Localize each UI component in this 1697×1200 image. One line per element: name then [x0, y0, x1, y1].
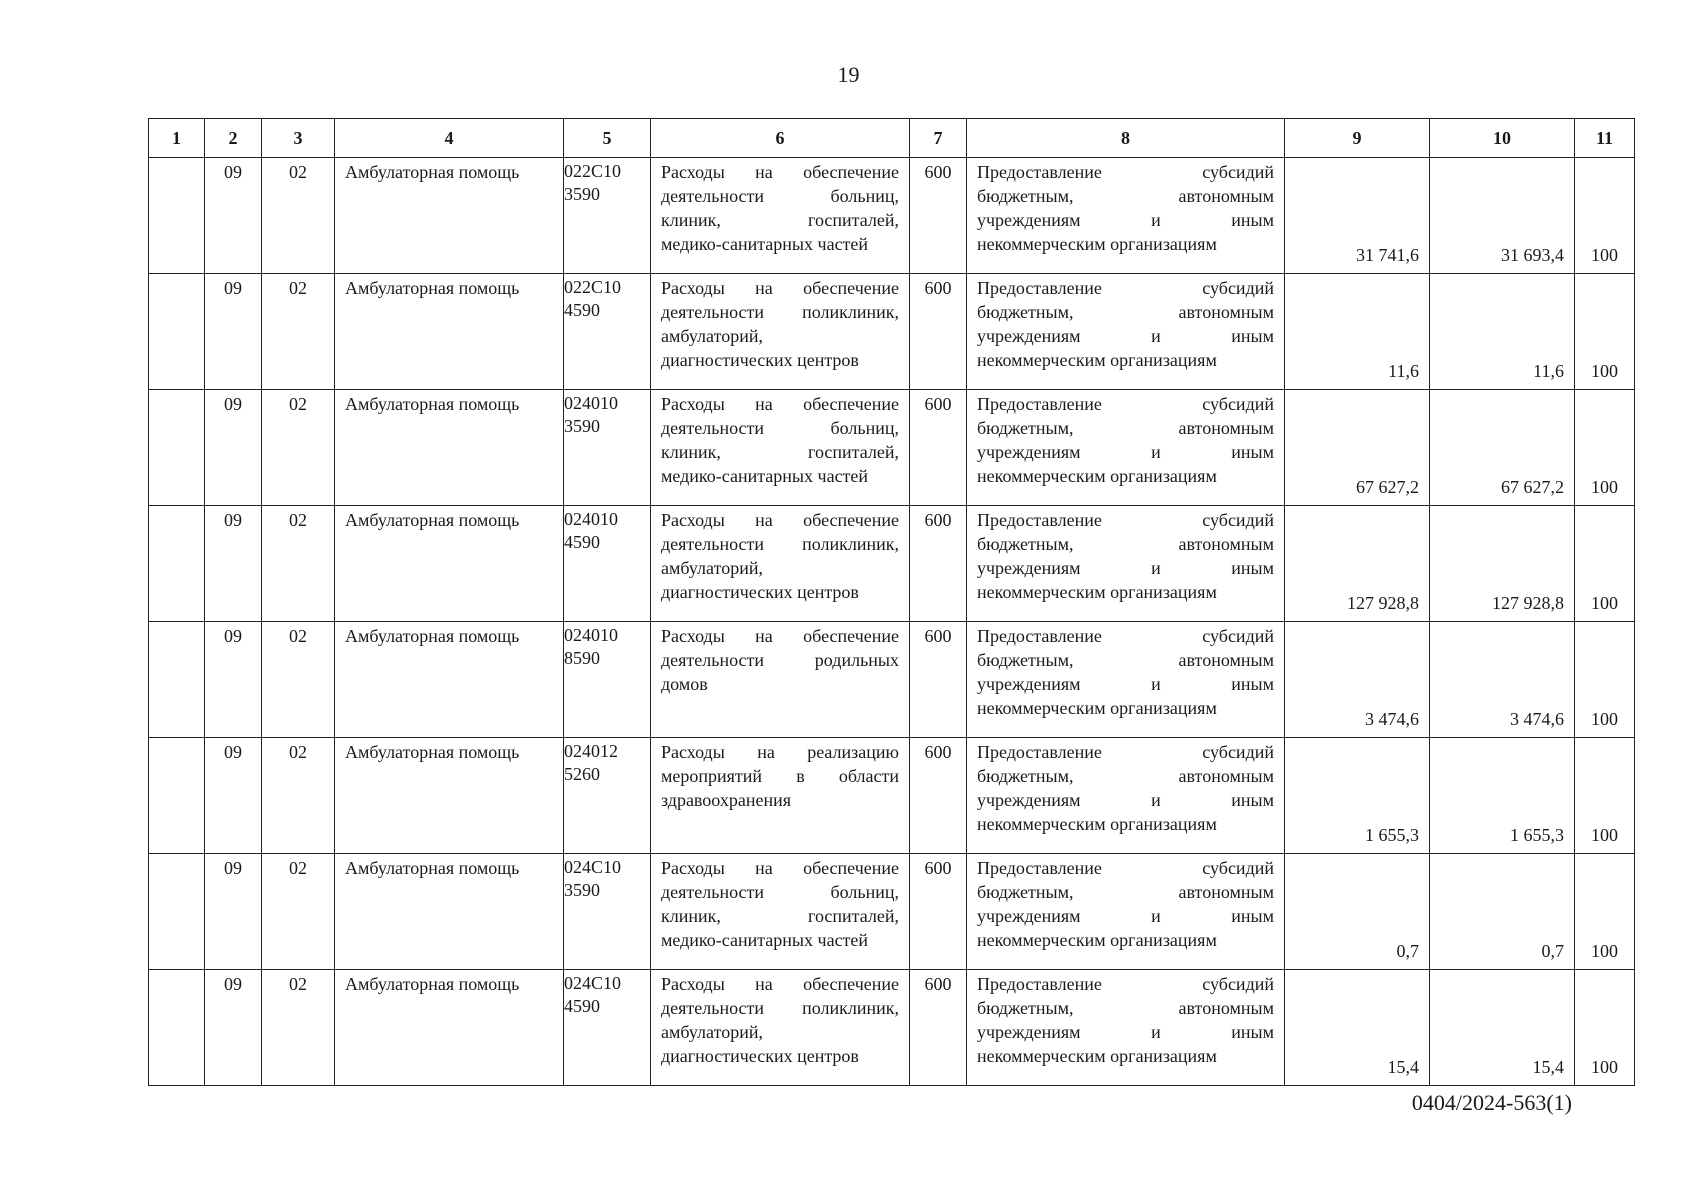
section-code-cell: 09: [205, 854, 262, 970]
expense-type-name-cell-line: Предоставление субсидий: [977, 742, 1274, 762]
expense-type-name-cell-line: бюджетным, автономным: [977, 418, 1274, 438]
target-article-cell-line: 4590: [564, 532, 600, 552]
expense-description-cell-line: клиник, госпиталей,: [661, 210, 899, 230]
planned-amount-cell: 11,6: [1285, 274, 1430, 390]
execution-percent-cell: 100: [1575, 158, 1635, 274]
target-article-cell-line: 024010: [564, 509, 618, 529]
expense-type-code-cell: 600: [910, 622, 967, 738]
target-article-cell: [564, 738, 651, 854]
target-article-cell: [564, 274, 651, 390]
section-code-cell: 09: [205, 622, 262, 738]
expense-type-name-cell-line: бюджетным, автономным: [977, 882, 1274, 902]
expense-type-name-cell-line: учреждениям и иным: [977, 1022, 1274, 1042]
target-article-cell-line: 024012: [564, 741, 618, 761]
expense-description-cell-line: деятельности больниц,: [661, 186, 899, 206]
executed-amount-cell: 67 627,2: [1430, 390, 1575, 506]
expense-type-name-cell: [967, 970, 1285, 1086]
expense-type-code-cell: 600: [910, 738, 967, 854]
section-code-cell: 09: [205, 274, 262, 390]
target-article-cell: [564, 390, 651, 506]
table-body: [149, 158, 1635, 1086]
subsection-name-cell: Амбулаторная помощь: [335, 158, 564, 274]
section-code-cell: 09: [205, 158, 262, 274]
executed-amount-cell: 11,6: [1430, 274, 1575, 390]
column-header-4: 4: [335, 119, 564, 158]
execution-percent-cell: 100: [1575, 738, 1635, 854]
expense-description-cell: [651, 390, 910, 506]
row-index-cell: [149, 970, 205, 1086]
planned-amount-cell: 3 474,6: [1285, 622, 1430, 738]
expense-description-cell-line: клиник, госпиталей,: [661, 906, 899, 926]
expense-type-name-cell: [967, 390, 1285, 506]
table-row: [149, 970, 1635, 1086]
expense-description-cell-line: медико-санитарных частей: [661, 930, 869, 950]
target-article-cell-line: 3590: [564, 880, 600, 900]
expense-description-cell-line: диагностических центров: [661, 350, 859, 370]
table-header: [149, 119, 1635, 158]
expense-type-name-cell-line: некоммерческим организациям: [977, 1046, 1217, 1066]
subsection-code-cell: 02: [262, 274, 335, 390]
subsection-code-cell: 02: [262, 970, 335, 1086]
expense-type-name-cell-line: Предоставление субсидий: [977, 278, 1274, 298]
expense-type-name-cell: [967, 738, 1285, 854]
expense-description-cell-line: Расходы на обеспечение: [661, 858, 899, 878]
target-article-cell-line: 024С10: [564, 973, 622, 993]
expense-description-cell: [651, 738, 910, 854]
executed-amount-cell: 0,7: [1430, 854, 1575, 970]
expense-type-name-cell-line: некоммерческим организациям: [977, 350, 1217, 370]
expense-description-cell-line: амбулаторий,: [661, 558, 763, 578]
row-index-cell: [149, 506, 205, 622]
budget-table: [148, 118, 1635, 1086]
expense-type-name-cell-line: бюджетным, автономным: [977, 766, 1274, 786]
planned-amount-cell: 15,4: [1285, 970, 1430, 1086]
section-code-cell: 09: [205, 506, 262, 622]
subsection-code-cell: 02: [262, 506, 335, 622]
column-header-8: 8: [967, 119, 1285, 158]
target-article-cell-line: 022С10: [564, 277, 622, 297]
expense-type-name-cell-line: учреждениям и иным: [977, 790, 1274, 810]
expense-type-name-cell-line: некоммерческим организациям: [977, 698, 1217, 718]
expense-type-name-cell-line: учреждениям и иным: [977, 558, 1274, 578]
expense-type-name-cell-line: учреждениям и иным: [977, 906, 1274, 926]
subsection-name-cell: Амбулаторная помощь: [335, 274, 564, 390]
column-header-3: 3: [262, 119, 335, 158]
expense-description-cell: [651, 274, 910, 390]
expense-type-name-cell-line: некоммерческим организациям: [977, 466, 1217, 486]
expense-description-cell-line: Расходы на обеспечение: [661, 626, 899, 646]
expense-type-name-cell-line: бюджетным, автономным: [977, 650, 1274, 670]
subsection-name-cell: Амбулаторная помощь: [335, 506, 564, 622]
expense-type-name-cell-line: бюджетным, автономным: [977, 998, 1274, 1018]
expense-type-code-cell: 600: [910, 506, 967, 622]
expense-description-cell-line: Расходы на обеспечение: [661, 394, 899, 414]
target-article-cell-line: 024010: [564, 393, 618, 413]
target-article-cell: [564, 622, 651, 738]
executed-amount-cell: 127 928,8: [1430, 506, 1575, 622]
row-index-cell: [149, 738, 205, 854]
expense-type-name-cell-line: учреждениям и иным: [977, 442, 1274, 462]
expense-description-cell: [651, 854, 910, 970]
expense-description-cell-line: Расходы на обеспечение: [661, 162, 899, 182]
section-code-cell: 09: [205, 738, 262, 854]
expense-description-cell-line: Расходы на обеспечение: [661, 510, 899, 530]
target-article-cell-line: 3590: [564, 416, 600, 436]
subsection-code-cell: 02: [262, 738, 335, 854]
execution-percent-cell: 100: [1575, 506, 1635, 622]
expense-type-name-cell-line: бюджетным, автономным: [977, 534, 1274, 554]
expense-type-code-cell: 600: [910, 158, 967, 274]
target-article-cell: [564, 158, 651, 274]
row-index-cell: [149, 274, 205, 390]
row-index-cell: [149, 622, 205, 738]
section-code-cell: 09: [205, 970, 262, 1086]
document-id: 0404/2024-563(1): [1411, 1090, 1572, 1115]
subsection-code-cell: 02: [262, 622, 335, 738]
planned-amount-cell: 127 928,8: [1285, 506, 1430, 622]
executed-amount-cell: 1 655,3: [1430, 738, 1575, 854]
row-index-cell: [149, 390, 205, 506]
table-row: [149, 622, 1635, 738]
expense-description-cell-line: Расходы на обеспечение: [661, 278, 899, 298]
subsection-name-cell: Амбулаторная помощь: [335, 970, 564, 1086]
execution-percent-cell: 100: [1575, 854, 1635, 970]
expense-description-cell-line: диагностических центров: [661, 1046, 859, 1066]
subsection-code-cell: 02: [262, 854, 335, 970]
expense-type-name-cell-line: некоммерческим организациям: [977, 930, 1217, 950]
planned-amount-cell: 0,7: [1285, 854, 1430, 970]
expense-description-cell-line: амбулаторий,: [661, 326, 763, 346]
expense-type-name-cell-line: бюджетным, автономным: [977, 186, 1274, 206]
expense-description-cell: [651, 622, 910, 738]
expense-type-name-cell-line: учреждениям и иным: [977, 210, 1274, 230]
subsection-name-cell: Амбулаторная помощь: [335, 738, 564, 854]
executed-amount-cell: 3 474,6: [1430, 622, 1575, 738]
execution-percent-cell: 100: [1575, 390, 1635, 506]
expense-description-cell-line: диагностических центров: [661, 582, 859, 602]
expense-description-cell-line: Расходы на обеспечение: [661, 974, 899, 994]
expense-description-cell-line: деятельности поликлиник,: [661, 534, 899, 554]
planned-amount-cell: 31 741,6: [1285, 158, 1430, 274]
table-row: [149, 854, 1635, 970]
expense-type-name-cell-line: некоммерческим организациям: [977, 234, 1217, 254]
expense-type-code-cell: 600: [910, 970, 967, 1086]
expense-type-name-cell-line: Предоставление субсидий: [977, 626, 1274, 646]
expense-description-cell-line: деятельности родильных: [661, 650, 899, 670]
subsection-code-cell: 02: [262, 158, 335, 274]
expense-type-name-cell: [967, 506, 1285, 622]
column-header-7: 7: [910, 119, 967, 158]
column-header-10: 10: [1430, 119, 1575, 158]
column-header-1: 1: [149, 119, 205, 158]
table-row: [149, 506, 1635, 622]
expense-type-code-cell: 600: [910, 854, 967, 970]
expense-type-name-cell: [967, 158, 1285, 274]
expense-description-cell: [651, 158, 910, 274]
page-number: 19: [837, 62, 860, 87]
expense-type-name-cell: [967, 622, 1285, 738]
target-article-cell: [564, 970, 651, 1086]
target-article-cell-line: 5260: [564, 764, 600, 784]
expense-type-name-cell-line: Предоставление субсидий: [977, 974, 1274, 994]
header-row: [149, 119, 1635, 158]
expense-type-name-cell-line: Предоставление субсидий: [977, 858, 1274, 878]
column-header-9: 9: [1285, 119, 1430, 158]
expense-description-cell-line: медико-санитарных частей: [661, 234, 869, 254]
target-article-cell-line: 024010: [564, 625, 618, 645]
target-article-cell-line: 4590: [564, 996, 600, 1016]
execution-percent-cell: 100: [1575, 622, 1635, 738]
expense-description-cell-line: здравоохранения: [661, 790, 792, 810]
row-index-cell: [149, 854, 205, 970]
expense-type-code-cell: 600: [910, 274, 967, 390]
executed-amount-cell: 15,4: [1430, 970, 1575, 1086]
row-index-cell: [149, 158, 205, 274]
execution-percent-cell: 100: [1575, 274, 1635, 390]
expense-type-name-cell-line: некоммерческим организациям: [977, 814, 1217, 834]
expense-description-cell: [651, 506, 910, 622]
expense-description-cell-line: амбулаторий,: [661, 1022, 763, 1042]
column-header-6: 6: [651, 119, 910, 158]
table-row: [149, 274, 1635, 390]
expense-description-cell-line: медико-санитарных частей: [661, 466, 869, 486]
expense-description-cell-line: Расходы на реализацию: [661, 742, 899, 762]
expense-type-name-cell-line: Предоставление субсидий: [977, 394, 1274, 414]
expense-description-cell: [651, 970, 910, 1086]
table-row: [149, 738, 1635, 854]
expense-description-cell-line: деятельности поликлиник,: [661, 302, 899, 322]
target-article-cell-line: 022С10: [564, 161, 622, 181]
executed-amount-cell: 31 693,4: [1430, 158, 1575, 274]
expense-description-cell-line: деятельности больниц,: [661, 882, 899, 902]
expense-type-name-cell-line: Предоставление субсидий: [977, 162, 1274, 182]
expense-description-cell-line: деятельности поликлиник,: [661, 998, 899, 1018]
expense-type-code-cell: 600: [910, 390, 967, 506]
expense-description-cell-line: деятельности больниц,: [661, 418, 899, 438]
table-row: [149, 158, 1635, 274]
subsection-name-cell: Амбулаторная помощь: [335, 390, 564, 506]
expense-type-name-cell-line: учреждениям и иным: [977, 326, 1274, 346]
column-header-5: 5: [564, 119, 651, 158]
execution-percent-cell: 100: [1575, 970, 1635, 1086]
expense-type-name-cell-line: учреждениям и иным: [977, 674, 1274, 694]
expense-type-name-cell-line: бюджетным, автономным: [977, 302, 1274, 322]
expense-description-cell-line: домов: [661, 674, 708, 694]
expense-type-name-cell: [967, 274, 1285, 390]
target-article-cell: [564, 506, 651, 622]
subsection-code-cell: 02: [262, 390, 335, 506]
section-code-cell: 09: [205, 390, 262, 506]
planned-amount-cell: 1 655,3: [1285, 738, 1430, 854]
column-header-11: 11: [1575, 119, 1635, 158]
planned-amount-cell: 67 627,2: [1285, 390, 1430, 506]
expense-type-name-cell-line: некоммерческим организациям: [977, 582, 1217, 602]
expense-description-cell-line: клиник, госпиталей,: [661, 442, 899, 462]
column-header-2: 2: [205, 119, 262, 158]
table-row: [149, 390, 1635, 506]
subsection-name-cell: Амбулаторная помощь: [335, 622, 564, 738]
target-article-cell-line: 4590: [564, 300, 600, 320]
expense-description-cell-line: мероприятий в области: [661, 766, 899, 786]
expense-type-name-cell: [967, 854, 1285, 970]
subsection-name-cell: Амбулаторная помощь: [335, 854, 564, 970]
target-article-cell-line: 8590: [564, 648, 600, 668]
target-article-cell: [564, 854, 651, 970]
expense-type-name-cell-line: Предоставление субсидий: [977, 510, 1274, 530]
target-article-cell-line: 024С10: [564, 857, 622, 877]
target-article-cell-line: 3590: [564, 184, 600, 204]
